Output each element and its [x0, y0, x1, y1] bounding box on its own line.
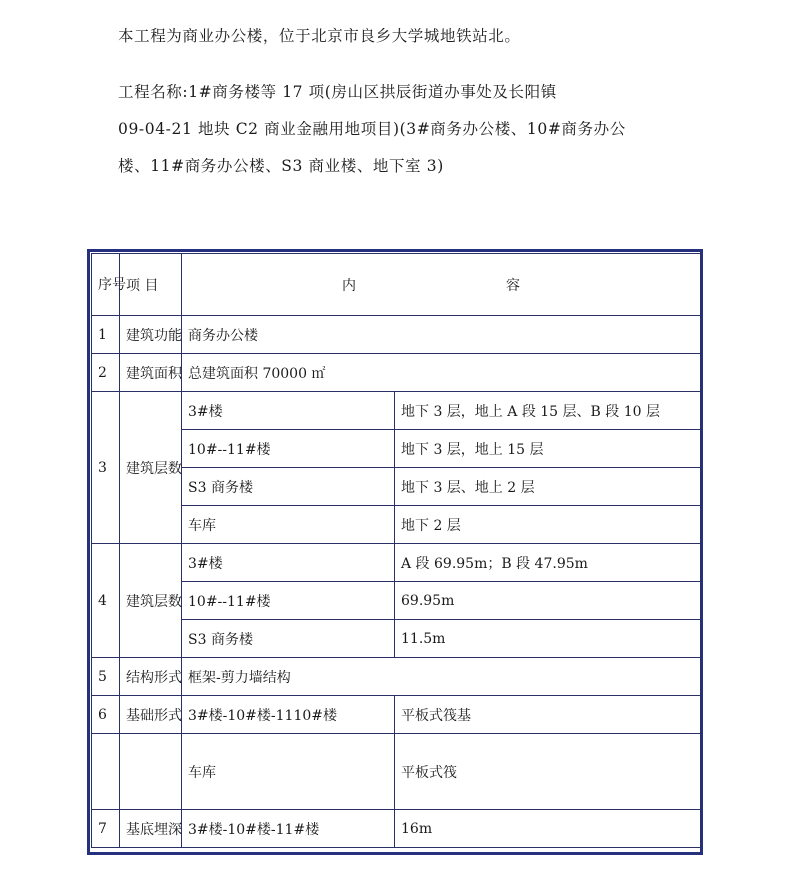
table-row [92, 468, 701, 506]
table-row [92, 544, 701, 582]
table-row [92, 392, 701, 430]
header-num: 序号 [92, 254, 120, 316]
table-row [92, 430, 701, 468]
sub-value: A 段 69.95m；B 段 47.95m [395, 544, 701, 582]
sub-value: 11.5m [395, 620, 701, 658]
sub-key: 3#楼-10#楼-1110#楼 [182, 696, 395, 734]
sub-value: 平板式筏 [395, 734, 701, 810]
row-item: 结构形式 [120, 658, 182, 696]
sub-value: 地下 3 层、地上 2 层 [395, 468, 701, 506]
row-item: 建筑功能 [120, 316, 182, 354]
sub-value: 69.95m [395, 582, 701, 620]
row-num: 6 [92, 696, 120, 734]
project-line-1: 工程名称:1#商务楼等 17 项(房山区拱辰街道办事处及长阳镇 [118, 83, 557, 101]
table-row [92, 582, 701, 620]
row-item-empty [120, 734, 182, 810]
project-name-paragraph [118, 74, 718, 185]
table-row [92, 696, 701, 734]
row-num: 4 [92, 544, 120, 658]
header-content-b: 容 [506, 277, 520, 294]
sub-key: 10#--11#楼 [182, 582, 395, 620]
row-item: 建筑层数 [120, 544, 182, 658]
header-item: 项 目 [120, 254, 182, 316]
sub-key: 车库 [182, 506, 395, 544]
table-row [92, 658, 701, 696]
row-item: 基础形式 [120, 696, 182, 734]
row-value: 商务办公楼 [182, 316, 701, 354]
row-num: 2 [92, 354, 120, 392]
sub-value: 地下 2 层 [395, 506, 701, 544]
sub-key: 3#楼 [182, 544, 395, 582]
sub-value: 地下 3 层，地上 A 段 15 层、B 段 10 层 [395, 392, 701, 430]
row-num: 7 [92, 810, 120, 848]
sub-key: S3 商务楼 [182, 468, 395, 506]
project-line-2: 09-04-21 地块 C2 商业金融用地项目)(3#商务办公楼、10#商务办公 [118, 120, 626, 138]
sub-key: 3#楼-10#楼-11#楼 [182, 810, 395, 848]
sub-key: 10#--11#楼 [182, 430, 395, 468]
sub-value: 16m [395, 810, 701, 848]
row-value: 总建筑面积 70000 ㎡ [182, 354, 701, 392]
intro-paragraph: 本工程为商业办公楼，位于北京市良乡大学城地铁站北。 [118, 27, 521, 45]
header-content [182, 254, 701, 316]
row-num: 3 [92, 392, 120, 544]
row-item: 建筑层数 [120, 392, 182, 544]
sub-key: 3#楼 [182, 392, 395, 430]
sub-key: S3 商务楼 [182, 620, 395, 658]
sub-value: 地下 3 层，地上 15 层 [395, 430, 701, 468]
table-row [92, 354, 701, 392]
sub-value: 平板式筏基 [395, 696, 701, 734]
table-row [92, 506, 701, 544]
table-row [92, 620, 701, 658]
table-row [92, 810, 701, 848]
table-row [92, 316, 701, 354]
row-item: 基底埋深 [120, 810, 182, 848]
table-row [92, 734, 701, 810]
row-item: 建筑面积 [120, 354, 182, 392]
row-num: 5 [92, 658, 120, 696]
project-spec-table [91, 253, 701, 848]
header-content-a: 内 [342, 277, 356, 294]
row-num: 1 [92, 316, 120, 354]
sub-key: 车库 [182, 734, 395, 810]
row-num-empty [92, 734, 120, 810]
table-header-row [92, 254, 701, 316]
row-value: 框架-剪力墙结构 [182, 658, 701, 696]
project-line-3: 楼、11#商务办公楼、S3 商业楼、地下室 3) [118, 157, 444, 175]
